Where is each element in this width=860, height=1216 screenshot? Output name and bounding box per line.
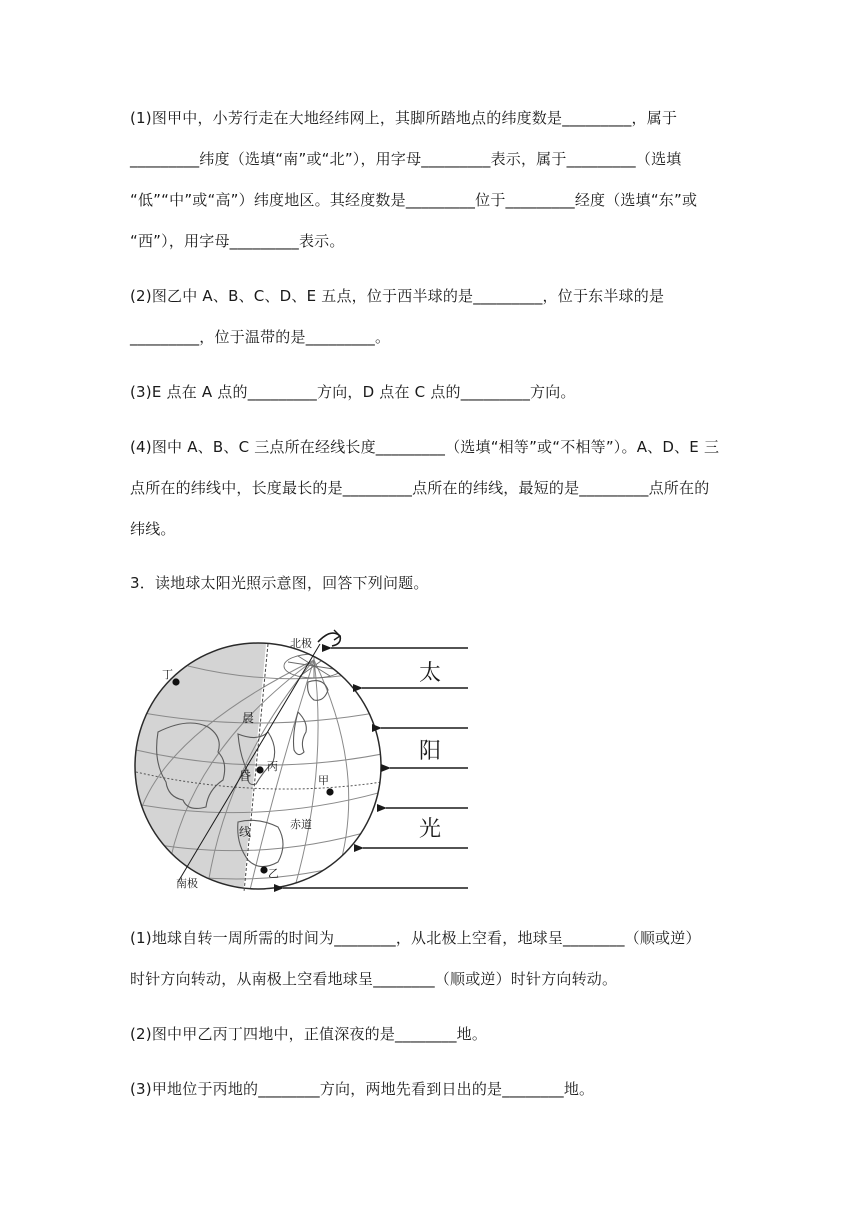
sun-char-1: 太 (418, 661, 442, 686)
q2-part4-line3: 纬线。 (130, 520, 176, 538)
rotation-arrow-icon (318, 633, 340, 646)
point-yi-label: 乙 (268, 867, 279, 880)
terminator-char-1: 晨 (242, 711, 255, 725)
equator-label: 赤道 (290, 818, 312, 831)
q2-part1-line3: “低”“中”或“高”）纬度地区。其经度数是_________位于_________经度（选填“东”或 (130, 191, 698, 209)
q2-part4-line2: 点所在的纬线中，长度最长的是_________点所在的纬线，最短的是_________点所在的 (130, 479, 710, 497)
north-pole-label: 北极 (290, 637, 312, 650)
point-ding-label: 丁 (162, 668, 173, 681)
q2-part1-line1: (1)图甲中，小芳行走在大地经纬网上，其脚所踏地点的纬度数是_________，属于 (130, 109, 678, 127)
point-jia-label: 甲 (318, 774, 329, 787)
sun-char-3: 光 (418, 817, 442, 842)
point-yi-dot (260, 866, 267, 873)
point-bing-label: 丙 (267, 760, 278, 773)
q2-part2-line1: (2)图乙中 A、B、C、D、E 五点，位于西半球的是_________，位于东半球的是 (130, 287, 665, 305)
q3-part3-line1: (3)甲地位于丙地的________方向，两地先看到日出的是________地。 (130, 1080, 595, 1098)
terminator-char-2: 昏 (239, 769, 252, 783)
earth-sunlight-diagram (128, 622, 478, 894)
point-bing-dot (256, 766, 263, 773)
q2-part3-line1: (3)E 点在 A 点的_________方向，D 点在 C 点的_________方向。 (130, 383, 576, 401)
q2-part1-line4: “西”），用字母_________表示。 (130, 232, 345, 250)
q3-part1-line2: 时针方向转动，从南极上空看地球呈________（顺或逆）时针方向转动。 (130, 970, 618, 988)
q2-part1-line2: _________纬度（选填“南”或“北”），用字母_________表示，属于_________（选填 (130, 150, 682, 168)
south-pole-label: 南极 (176, 877, 198, 890)
point-jia-dot (326, 788, 333, 795)
q3-part2-line1: (2)图中甲乙丙丁四地中，正值深夜的是________地。 (130, 1025, 488, 1043)
point-ding-dot (172, 678, 179, 685)
q3-part1-line1: (1)地球自转一周所需的时间为________，从北极上空看，地球呈________（顺或逆） (130, 929, 701, 947)
terminator-char-3: 线 (239, 825, 252, 839)
q3-title: 3．读地球太阳光照示意图，回答下列问题。 (130, 574, 429, 592)
q2-part4-line1: (4)图中 A、B、C 三点所在经线长度_________（选填“相等”或“不相等”）。A、D、E 三 (130, 438, 720, 456)
q2-part2-line2: _________，位于温带的是_________。 (130, 328, 391, 346)
sun-char-2: 阳 (418, 739, 442, 764)
